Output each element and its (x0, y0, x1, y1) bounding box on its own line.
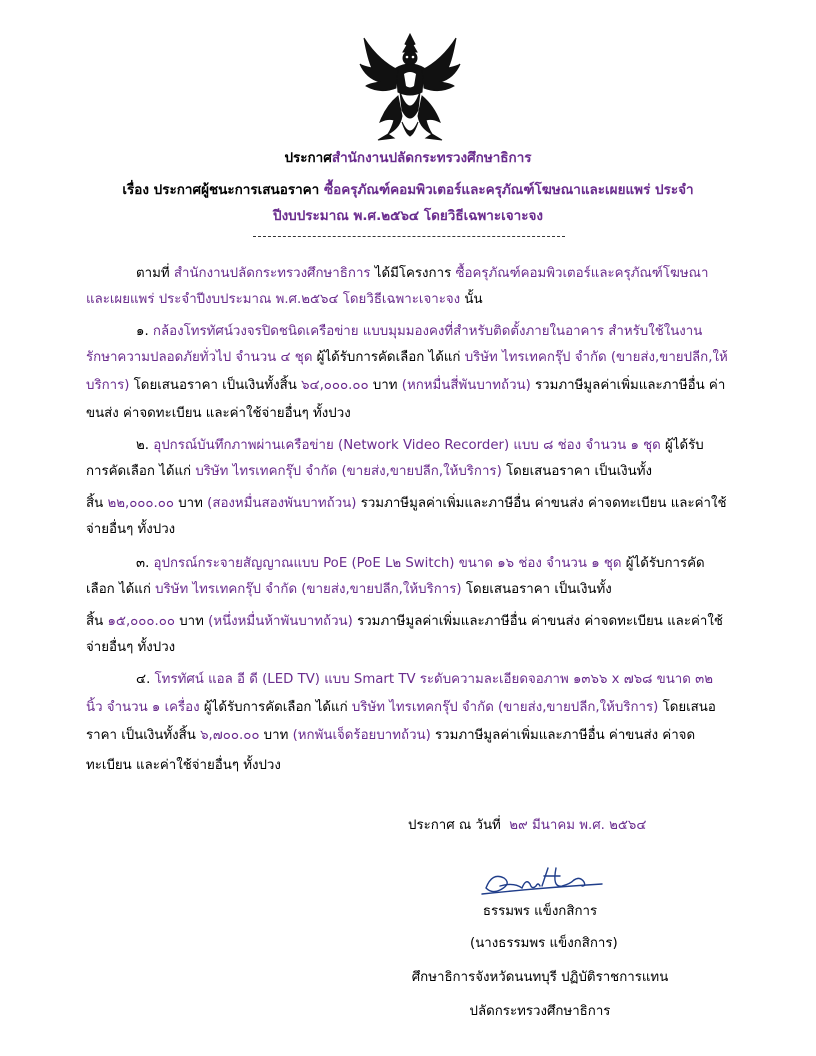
text: บาท (174, 496, 208, 511)
text: โดยเสนอราคา เป็นเงินทั้ง (461, 582, 612, 597)
item-1-line-3 (86, 376, 725, 396)
text: บาท (174, 614, 209, 629)
garuda-emblem-icon (358, 30, 462, 142)
text: รวมภาษีมูลค่าเพิ่มและภาษีอื่น ค่าขนส่ง ค่าจด (430, 728, 696, 743)
text: สิ้น (86, 496, 108, 511)
item-2-line-1 (136, 436, 704, 456)
text: นั้น (460, 292, 483, 307)
header-line-1 (60, 148, 756, 168)
agency-name: สำนักงานปลัดกระทรวงศึกษาธิการ (331, 150, 532, 166)
price-words: (หกพันเจ็ดร้อยบาทถ้วน) (292, 728, 431, 743)
header-line-2 (60, 180, 756, 200)
price-words: (หนึ่งหมื่นห้าพันบาทถ้วน) (208, 614, 353, 629)
vendor-name: บริการ) (86, 378, 130, 393)
text: บาท (368, 378, 402, 393)
item-number: ๔. (136, 672, 155, 687)
price-words: (สองหมื่นสองพันบาทถ้วน) (207, 496, 357, 511)
item-1-line-2 (86, 348, 728, 368)
item-desc: โทรทัศน์ แอล อี ดี (LED TV) แบบ Smart TV ระดับความละเอียดจอภาพ ๑๓๖๖ x ๗๖๘ ขนาด ๓๒ (154, 672, 713, 687)
item-4-line-2 (86, 698, 716, 718)
item-1-line-1 (136, 322, 702, 342)
item-3-line-2 (86, 580, 612, 600)
intro-line-2 (86, 290, 483, 310)
item-3-line-1 (136, 554, 705, 574)
text: บาท (259, 728, 293, 743)
project-name: ซื้อครุภัณฑ์คอมพิวเตอร์และครุภัณฑ์โฆษณา (455, 266, 709, 281)
text: ผู้ได้รับการคัดเลือก ได้แก่ (199, 700, 352, 715)
item-desc: รักษาความปลอดภัยทั่วไป จำนวน ๔ ชุด (86, 350, 313, 365)
text: ผู้ได้รับการคัดเลือก ได้แก่ (312, 350, 465, 365)
text: ผู้ได้รับ (660, 438, 704, 453)
price: ๖๔,๐๐๐.๐๐ (301, 378, 369, 393)
text: ราคา เป็นเงินทั้งสิ้น (86, 728, 201, 743)
item-3-line-3 (86, 612, 723, 632)
item-4-line-1 (136, 670, 713, 690)
dashed-separator (253, 236, 565, 237)
item-number: ๑. (136, 324, 153, 339)
text: โดยเสนอ (658, 700, 716, 715)
item-2-line-3 (86, 494, 726, 514)
project-name: และเผยแพร่ ประจำปีงบประมาณ พ.ศ.๒๕๖๔ โดยวิธีเฉพาะเจาะจง (86, 292, 461, 307)
subject-prefix: เรื่อง ประกาศผู้ชนะการเสนอราคา (122, 182, 320, 198)
text: รวมภาษีมูลค่าเพิ่มและภาษีอื่น ค่าขนส่ง ค่าจดทะเบียน และค่าใช้ (352, 614, 723, 629)
vendor-name: บริษัท ไทรเทคกรุ๊ป จำกัด (ขายส่ง,ขายปลีก,ให้บริการ) (195, 464, 502, 479)
item-number: ๓. (136, 556, 154, 571)
item-1-line-4: ขนส่ง ค่าจดทะเบียน และค่าใช้จ่ายอื่นๆ ทั้งปวง (86, 406, 351, 421)
item-2-line-2 (86, 462, 652, 482)
header-prefix: ประกาศ (284, 150, 332, 166)
text: รวมภาษีมูลค่าเพิ่มและภาษีอื่น ค่าขนส่ง ค่าจดทะเบียน และค่าใช้ (356, 496, 727, 511)
vendor-name: บริษัท ไทรเทคกรุ๊ป จำกัด (ขายส่ง,ขายปลีก,ให้บริการ) (155, 582, 462, 597)
date-value: ๒๙ มีนาคม พ.ศ. ๒๕๖๔ (509, 818, 647, 833)
item-3-line-4: จ่ายอื่นๆ ทั้งปวง (86, 640, 176, 655)
signature-icon (478, 858, 608, 900)
item-number: ๒. (136, 438, 154, 453)
header-line-3: ปีงบประมาณ พ.ศ.๒๕๖๔ โดยวิธีเฉพาะเจาะจง (273, 208, 543, 224)
price: ๖,๗๐๐.๐๐ (200, 728, 260, 743)
item-desc: อุปกรณ์กระจายสัญญาณแบบ PoE (PoE L๒ Switch) ขนาด ๑๖ ช่อง จำนวน ๑ ชุด (153, 556, 622, 571)
item-desc: นิ้ว จำนวน ๑ เครื่อง (86, 700, 200, 715)
text: ตามที่ (136, 266, 174, 281)
price-words: (หกหมื่นสี่พันบาทถ้วน) (401, 378, 531, 393)
item-desc: กล้องโทรทัศน์วงจรปิดชนิดเครือข่าย แบบมุมมองคงที่สำหรับติดตั้งภายในอาคาร สำหรับใช้ในงาน (152, 324, 703, 339)
text: ได้มีโครงการ (370, 266, 456, 281)
price: ๒๒,๐๐๐.๐๐ (107, 496, 174, 511)
text: เลือก ได้แก่ (86, 582, 156, 597)
item-4-line-3 (86, 726, 695, 746)
text: การคัดเลือก ได้แก่ (86, 464, 196, 479)
price: ๑๕,๐๐๐.๐๐ (107, 614, 175, 629)
signatory-name: ธรรมพร แข็งกสิการ (482, 904, 598, 919)
vendor-name: บริษัท ไทรเทคกรุ๊ป จำกัด (ขายส่ง,ขายปลีก,ให้บริการ) (351, 700, 659, 715)
text: โดยเสนอราคา เป็นเงินทั้งสิ้น (129, 378, 302, 393)
signatory-position: ศึกษาธิการจังหวัดนนทบุรี ปฏิบัติราชการแทน (411, 970, 669, 985)
agency-name: สำนักงานปลัดกระทรวงศึกษาธิการ (173, 266, 371, 281)
text: สิ้น (86, 614, 108, 629)
signatory-full-name: (นางธรรมพร แข็งกสิการ) (470, 936, 618, 951)
announcement-date (408, 816, 646, 836)
date-label: ประกาศ ณ วันที่ (408, 818, 501, 833)
intro-line-1 (136, 264, 708, 284)
text: รวมภาษีมูลค่าเพิ่มและภาษีอื่น ค่า (530, 378, 726, 393)
subject-title: ซื้อครุภัณฑ์คอมพิวเตอร์และครุภัณฑ์โฆษณาและเผยแพร่ ประจำ (319, 182, 694, 198)
item-4-line-4: ทะเบียน และค่าใช้จ่ายอื่นๆ ทั้งปวง (86, 758, 281, 773)
text: ผู้ได้รับการคัด (621, 556, 705, 571)
signatory-position-2: ปลัดกระทรวงศึกษาธิการ (469, 1004, 611, 1019)
item-desc: อุปกรณ์บันทึกภาพผ่านเครือข่าย (Network Video Recorder) แบบ ๘ ช่อง จำนวน ๑ ชุด (153, 438, 661, 453)
vendor-name: บริษัท ไทรเทคกรุ๊ป จำกัด (ขายส่ง,ขายปลีก,ให้ (464, 350, 728, 365)
item-2-line-4: จ่ายอื่นๆ ทั้งปวง (86, 522, 176, 537)
text: โดยเสนอราคา เป็นเงินทั้ง (501, 464, 652, 479)
